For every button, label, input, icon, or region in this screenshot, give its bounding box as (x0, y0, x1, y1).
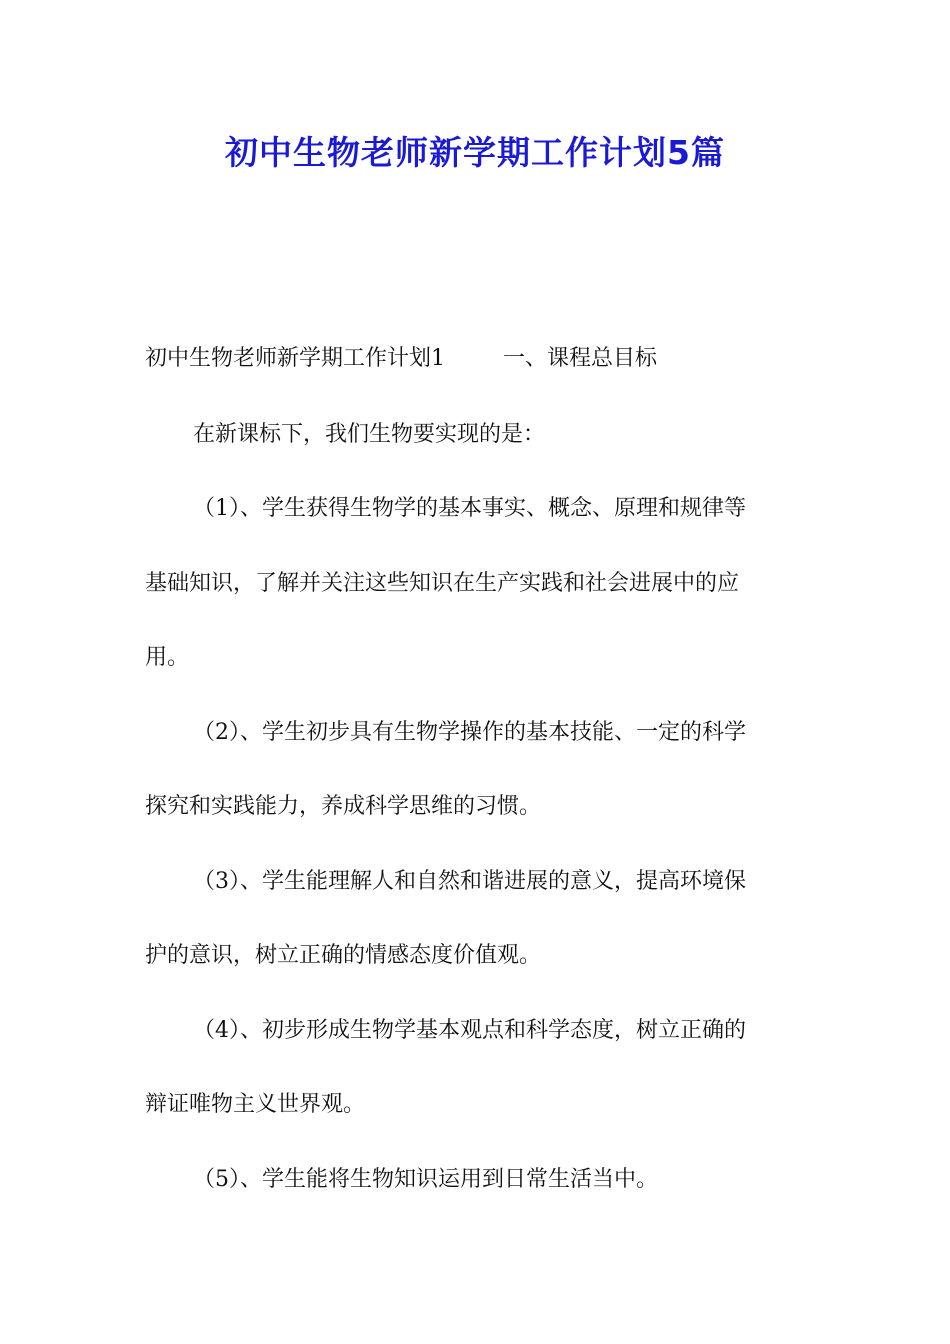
heading-line (145, 343, 657, 375)
paragraph-goal-2-line-1: （2）、学生初步具有生物学操作的基本技能、一定的科学 (193, 720, 746, 745)
paragraph-goal-4-line-2: 辩证唯物主义世界观。 (145, 1092, 366, 1117)
paragraph-goal-5-line-1: （5）、学生能将生物知识运用到日常生活当中。 (193, 1167, 658, 1192)
paragraph-goal-3-line-1: （3）、学生能理解人和自然和谐进展的意义，提高环境保 (193, 869, 746, 894)
paragraph-intro: 在新课标下，我们生物要实现的是： (193, 422, 546, 447)
section-heading: 一、课程总目标 (503, 346, 658, 371)
document-title: 初中生物老师新学期工作计划5篇 (225, 133, 725, 172)
paragraph-goal-1-line-1: （1）、学生获得生物学的基本事实、概念、原理和规律等 (193, 496, 746, 521)
paragraph-goal-2-line-2: 探究和实践能力，养成科学思维的习惯。 (145, 794, 542, 819)
paragraph-goal-4-line-1: （4）、初步形成生物学基本观点和科学态度，树立正确的 (193, 1018, 746, 1043)
paragraph-goal-1-line-3: 用。 (145, 645, 190, 670)
paragraph-goal-1-line-2: 基础知识，了解并关注这些知识在生产实践和社会进展中的应 (145, 571, 740, 596)
paragraph-goal-3-line-2: 护的意识，树立正确的情感态度价值观。 (145, 943, 542, 968)
plan-subheading: 初中生物老师新学期工作计划1 (145, 346, 445, 371)
